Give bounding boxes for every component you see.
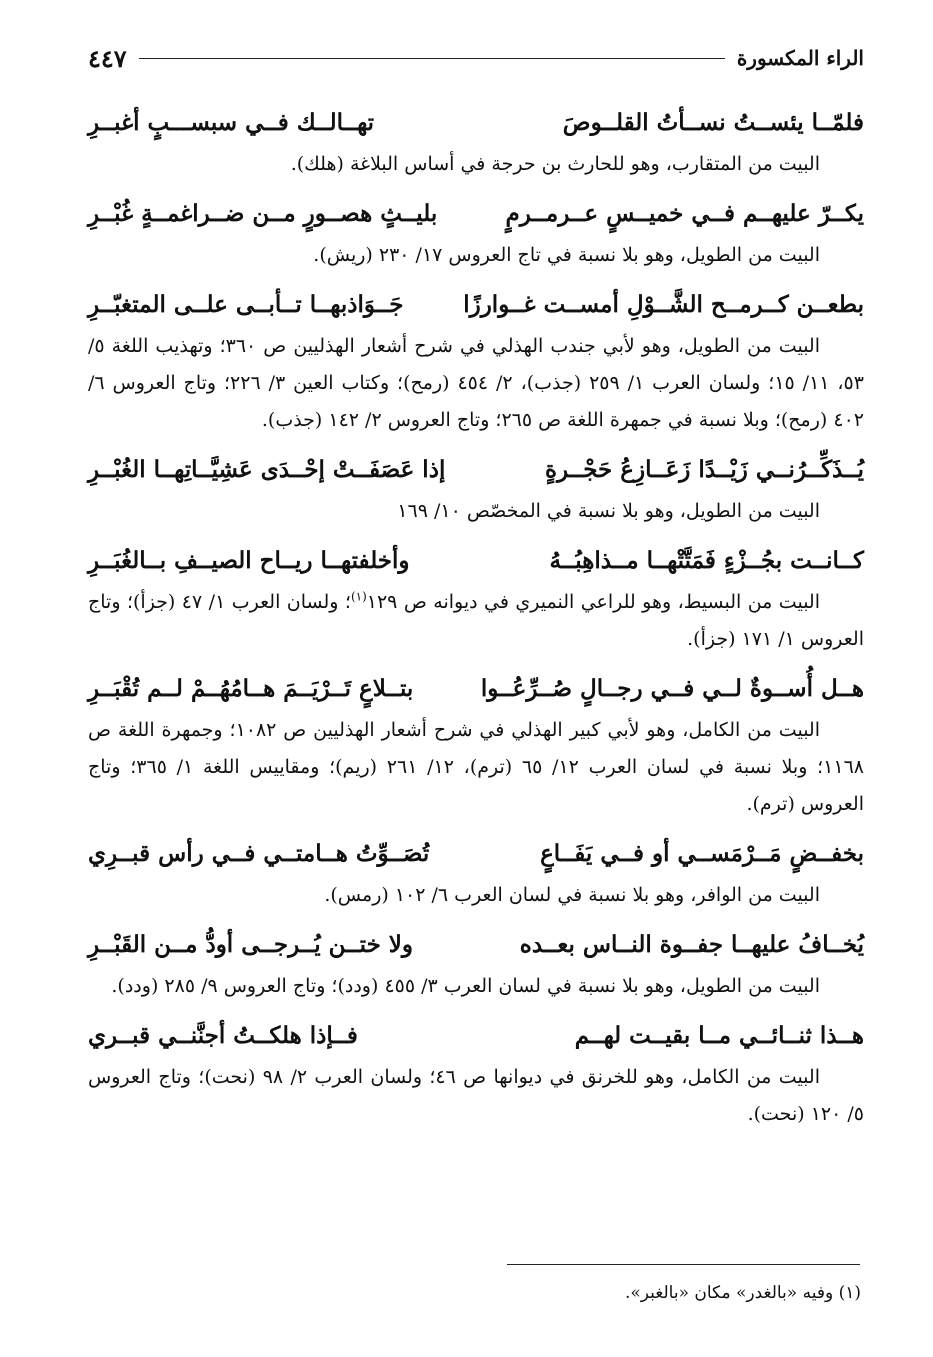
verse-note: البيت من الطويل، وهو بلا نسبة في المخصّص ١٠/ ١٦٩ [397, 500, 820, 522]
first-hemistich: فلمّــا يئســتُ نســأتُ القلــوصَ [562, 109, 864, 136]
second-hemistich: بتــلاعٍ تَــرْيَــمَ هــامُهُــمْ لــم تُقْبَــرِ [88, 675, 414, 702]
verse-line [88, 538, 864, 584]
verse-line [88, 831, 864, 877]
header-rule [139, 58, 725, 59]
section-title: الراء المكسورة [736, 46, 864, 70]
running-header [88, 38, 864, 78]
verse-note: البيت من الطويل، وهو بلا نسبة في تاج العروس ١٧/ ٢٣٠ (ريش). [313, 244, 820, 266]
verse-line [88, 282, 864, 328]
first-hemistich: يكــرّ عليهــم فــي خميــسٍ عــرمــرمٍ [505, 200, 864, 227]
verse-entry-2 [88, 191, 864, 274]
verse-note: البيت من الطويل، وهو بلا نسبة في لسان العرب ٣/ ٤٥٥ (ودد)؛ وتاج العروس ٩/ ٢٨٥ (ودد). [111, 975, 820, 997]
second-hemistich: فــإذا هلكــتُ أجنَّنــي قبــري [88, 1022, 358, 1049]
verse-note: البيت من الوافر، وهو بلا نسبة في لسان العرب ٦/ ١٠٢ (رمس). [324, 884, 820, 906]
footnote: (١) وفيه «بالغدر» مكان «بالغبر». [624, 1283, 861, 1303]
verse-entry-3 [88, 282, 864, 439]
verse-entry-5 [88, 538, 864, 658]
verse-line [88, 447, 864, 493]
first-hemistich: بخفــضٍ مَــرْمَســي أو فــي يَفَــاعٍ [540, 840, 864, 867]
verse-line [88, 100, 864, 146]
second-hemistich: بليــثٍ هصــورٍ مــن ضــراغمــةٍ غُبْــرِ [88, 200, 438, 227]
first-hemistich: هــذا ثنــائــي مــا بقيــت لهــم [574, 1022, 864, 1049]
second-hemistich: تهــالــك فــي سبســـبٍ أغبــرِ [88, 109, 375, 136]
verse-entry-7 [88, 831, 864, 914]
verse-note: البيت من الكامل، وهو للخرنق في ديوانها ص ٤٦؛ ولسان العرب ٢/ ٩٨ (نحت)؛ وتاج العروس ٥/ ١٢٠ (نحت). [88, 1066, 864, 1125]
second-hemistich: تُصَــوِّتُ هــامتــي فــي رأس قبــرِي [88, 840, 430, 867]
verse-entry-6 [88, 666, 864, 823]
note-text: البيت من البسيط، وهو للراعي النميري في ديوانه ص ١٢٩ [366, 591, 821, 613]
second-hemistich: وأخلفتهــا ريــاح الصيــفِ بــالغُبَــرِ [88, 547, 410, 574]
first-hemistich: كــانــت بجُــزْءٍ فَمَتَّتْهــا مــذاهِبُــهُ [549, 547, 864, 574]
first-hemistich: يُخــافُ عليهــا جفــوة النــاس بعــده [519, 931, 864, 958]
verse-line [88, 666, 864, 712]
footnote-rule [507, 1264, 860, 1265]
verse-note: البيت من الطويل، وهو لأبي جندب الهذلي في شرح أشعار الهذليين ص ٣٦٠؛ وتهذيب اللغة ٥/ ٥٣، ١١/ ١٥؛ ولسان العرب ١/ ٢٥٩ (جذب)، ٢/ ٤٥٤ (رمح)؛ وكتاب العين ٣/ ٢٢٦؛ وتاج العروس ٦/ ٤٠٢ (رمح)؛ وبلا نسبة في جمهرة اللغة ص ٢٦٥؛ وتاج العروس ٢/ ١٤٢ (جذب). [88, 335, 864, 431]
verse-entry-9 [88, 1013, 864, 1133]
verse-note [88, 584, 864, 658]
second-hemistich: جَــوَاذبهــا تــأبــى علــى المتغبّــرِ [88, 291, 404, 318]
verse-entry-8 [88, 922, 864, 1005]
footnote-reference: (١) [350, 589, 367, 604]
second-hemistich: ولا ختــن يُــرجــى أودُّ مــن القَبْــرِ [88, 931, 414, 958]
verse-entry-4 [88, 447, 864, 530]
verse-note: البيت من الكامل، وهو لأبي كبير الهذلي في شرح أشعار الهذليين ص ١٠٨٢؛ وجمهرة اللغة ص ١١٦٨؛ وبلا نسبة في لسان العرب ١٢/ ٦٥ (ترم)، ١٢/ ٢٦١ (ريم)؛ ومقاييس اللغة ١/ ٣٦٥؛ وتاج العروس (ترم). [88, 719, 864, 815]
page-number: ٤٤٧ [88, 43, 127, 73]
first-hemistich: بطعــن كــرمــح الشَّــوْلِ أمســت غــوارزًا [463, 291, 864, 318]
first-hemistich: يُــذَكِّــرُنــي زَيْــدًا زَعَــازِعُ حَجْــرةٍ [544, 456, 864, 483]
verse-line [88, 191, 864, 237]
page-content [88, 38, 864, 1141]
first-hemistich: هــل أُســوةٌ لــي فــي رجــالٍ صُــرِّعُــوا [480, 675, 864, 702]
verse-line [88, 922, 864, 968]
verse-line [88, 1013, 864, 1059]
second-hemistich: إذا عَصَفَــتْ إحْــدَى عَشِيَّــاتِهــا الغُبْــرِ [88, 456, 446, 483]
verse-entry-1 [88, 100, 864, 183]
verse-note: البيت من المتقارب، وهو للحارث بن حرجة في أساس البلاغة (هلك). [290, 153, 820, 175]
note-text-continued: ؛ ولسان العرب ١/ ٤٧ (جزأ)؛ وتاج العروس ١/ ١٧١ (جزأ). [88, 591, 864, 650]
